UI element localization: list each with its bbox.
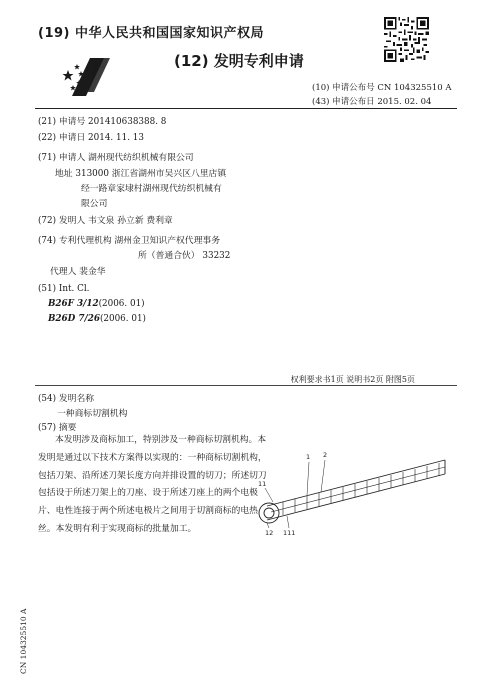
int-cl-label: (51) Int. Cl. [38,284,90,294]
issuing-office: (19) 中华人民共和国国家知识产权局 [38,26,264,41]
drawing-label: 1 [306,453,311,461]
patent-agency-line-2: 所（普通合伙） 33232 [138,251,231,261]
drawing-label: 111 [283,529,296,537]
application-date: (22) 申请日 2014. 11. 13 [38,133,145,143]
applicant: (71) 申请人 湖州现代纺织机械有限公司 [38,153,194,163]
section-divider [35,385,457,386]
side-document-code [13,600,33,674]
publication-number: (10) 申请公布号 CN 104325510 A [312,83,452,93]
application-number: (21) 申请号 201410638388. 8 [38,117,167,127]
publication-date: (43) 申请公布日 2015. 02. 04 [312,97,432,107]
drawing-label: 12 [265,529,274,537]
invention-title: 一种商标切割机构 [57,409,128,419]
ipc-code: B26F 3/12 [48,299,99,309]
document-kind: (12) 发明专利申请 [174,52,304,70]
abstract-drawing [255,448,450,538]
header-divider [35,108,457,109]
drawing-label: 11 [258,480,267,488]
ipc-version: (2006. 01) [98,299,145,309]
qr-code-icon [384,17,429,62]
drawing-label: 2 [323,451,328,459]
ipc-code: B26D 7/26 [48,314,100,324]
side-code-text: CN 104325510 A [19,608,28,674]
abstract-body: 本发明涉及商标加工，特别涉及一种商标切割机构。本发明是通过以下技术方案得以实现的：一种商标切割机构，包括刀架、沿所述刀架长度方向并排设置的切刀；所述切刀包括设于所述刀架上的刀座、设于所述刀座上的两个电极片、电性连接于两个所述电极片之间用于切割商标的电热丝。本发明有利于实现商标的批量加工。 [38,435,267,534]
ipc-version: (2006. 01) [99,314,146,324]
patent-agency-line-1: (74) 专利代理机构 湖州金卫知识产权代理事务 [38,236,220,246]
address-line-2: 经一路章家埭村湖州现代纺织机械有 [81,184,222,194]
abstract-label: (57) 摘要 [38,423,77,433]
cnipa-logo-icon [60,56,112,98]
address-line-1: 地址 313000 浙江省湖州市吴兴区八里店镇 [55,169,227,179]
patent-agent: 代理人 裴金华 [50,267,106,277]
ipc-class-1 [48,299,145,309]
ipc-class-2 [48,314,146,324]
address-line-3: 限公司 [81,199,108,209]
inventors: (72) 发明人 韦文泉 孙立新 费利章 [38,216,173,226]
invention-title-label: (54) 发明名称 [38,394,95,404]
page-count-info: 权利要求书1页 说明书2页 附图5页 [290,375,415,384]
abstract-text [38,432,268,539]
